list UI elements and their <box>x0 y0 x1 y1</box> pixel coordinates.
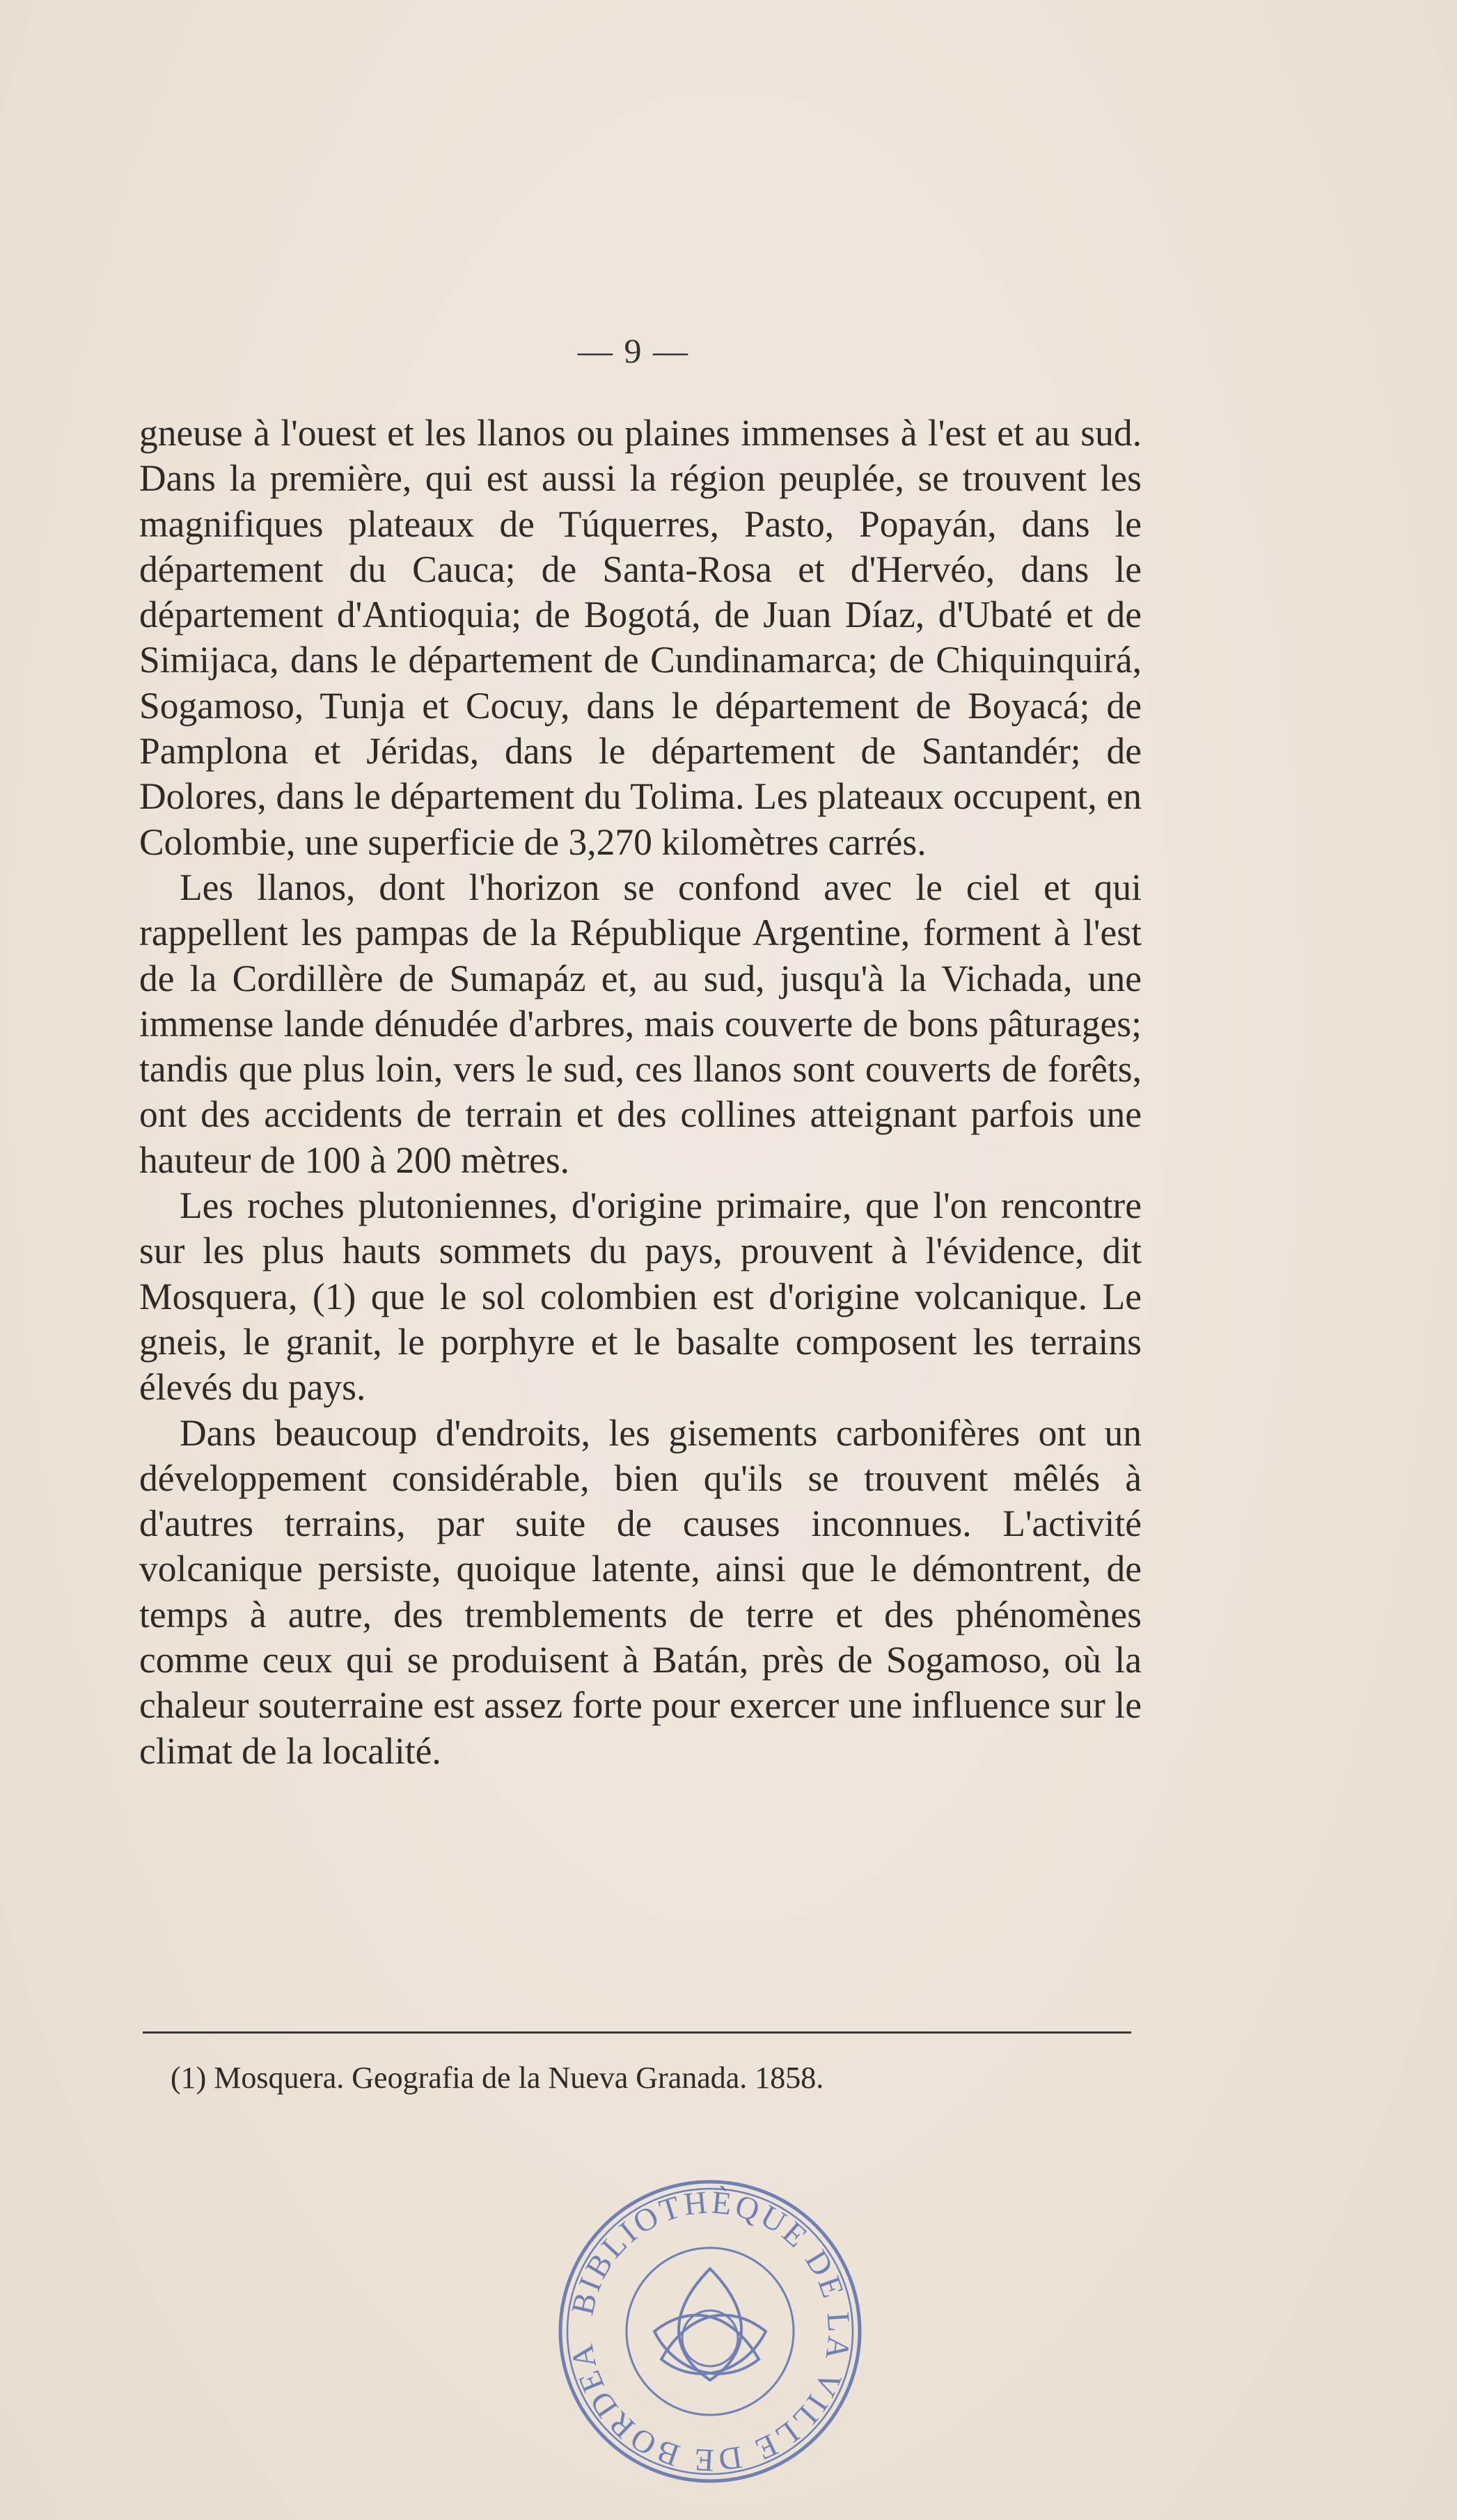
stamp-text: BIBLIOTHÈQUE DE LA VILLE DE BORDEA <box>563 2184 858 2479</box>
paragraph-2: Les llanos, dont l'horizon se confond avec le ciel et qui rappellent les pampas de la République Argentine, forment à l'est de la Cordillère de Sumapáz et, au sud, jusqu'à la Vichada, une immense lande dénudée d'arbres, mais couverte de bons pâturages; tandis que plus loin, vers le sud, ces llanos sont couverts de forêts, ont des accidents de terrain et des collines atteignant parfois une hauteur de 100 à 200 mètres. <box>139 866 1142 1181</box>
page-number: — 9 — <box>578 331 689 370</box>
paragraph-4: Dans beaucoup d'endroits, les gisements carbonifères ont un développement considérable, bien qu'ils se trouvent mêlés à d'autres terrains, par suite de causes inconnues. L'activité volcanique persiste, quoique latente, ainsi que le démontrent, de temps à autre, des tremblements de terre et des phénomènes comme ceux qui se produisent à Batán, près de Sogamoso, où la chaleur souterraine est assez forte pour exercer une influence sur le climat de la localité. <box>139 1411 1142 1772</box>
footnote-rule <box>143 2031 1131 2034</box>
paragraph-1: gneuse à l'ouest et les llanos ou plaines immenses à l'est et au sud. Dans la première, qui est aussi la région peuplée, se trouvent les magnifiques plateaux de Túquerres, Pasto, Popayán, dans le département du Cauca; de Santa-Rosa et d'Hervéo, dans le département d'Antioquia; de Bogotá, de Juan Díaz, d'Ubaté et de Simijaca, dans le département de Cundinamarca; de Chiquinquirá, Sogamoso, Tunja et Cocuy, dans le département de Boyacá; de Pamplona et Jéridas, dans le département de Santandér; de Dolores, dans le département du Tolima. Les plateaux occupent, en Colombie, une superficie de 3,270 kilomètres carrés. <box>139 412 1142 863</box>
footnote: (1) Mosquera. Geografia de la Nueva Granada. 1858. <box>171 2061 824 2095</box>
library-stamp-icon <box>550 2171 870 2491</box>
svg-text:BIBLIOTHÈQUE DE LA VILLE DE BO <box>550 2171 858 2479</box>
paragraph-3: Les roches plutoniennes, d'origine primaire, que l'on rencontre sur les plus hauts sommets du pays, prouvent à l'évidence, dit Mosquera, (1) que le sol colombien est d'origine volcanique. Le gneis, le granit, le porphyre et le basalte composent les terrains élevés du pays. <box>139 1184 1142 1409</box>
library-stamp <box>550 2171 870 2491</box>
body-text <box>139 411 1142 1774</box>
